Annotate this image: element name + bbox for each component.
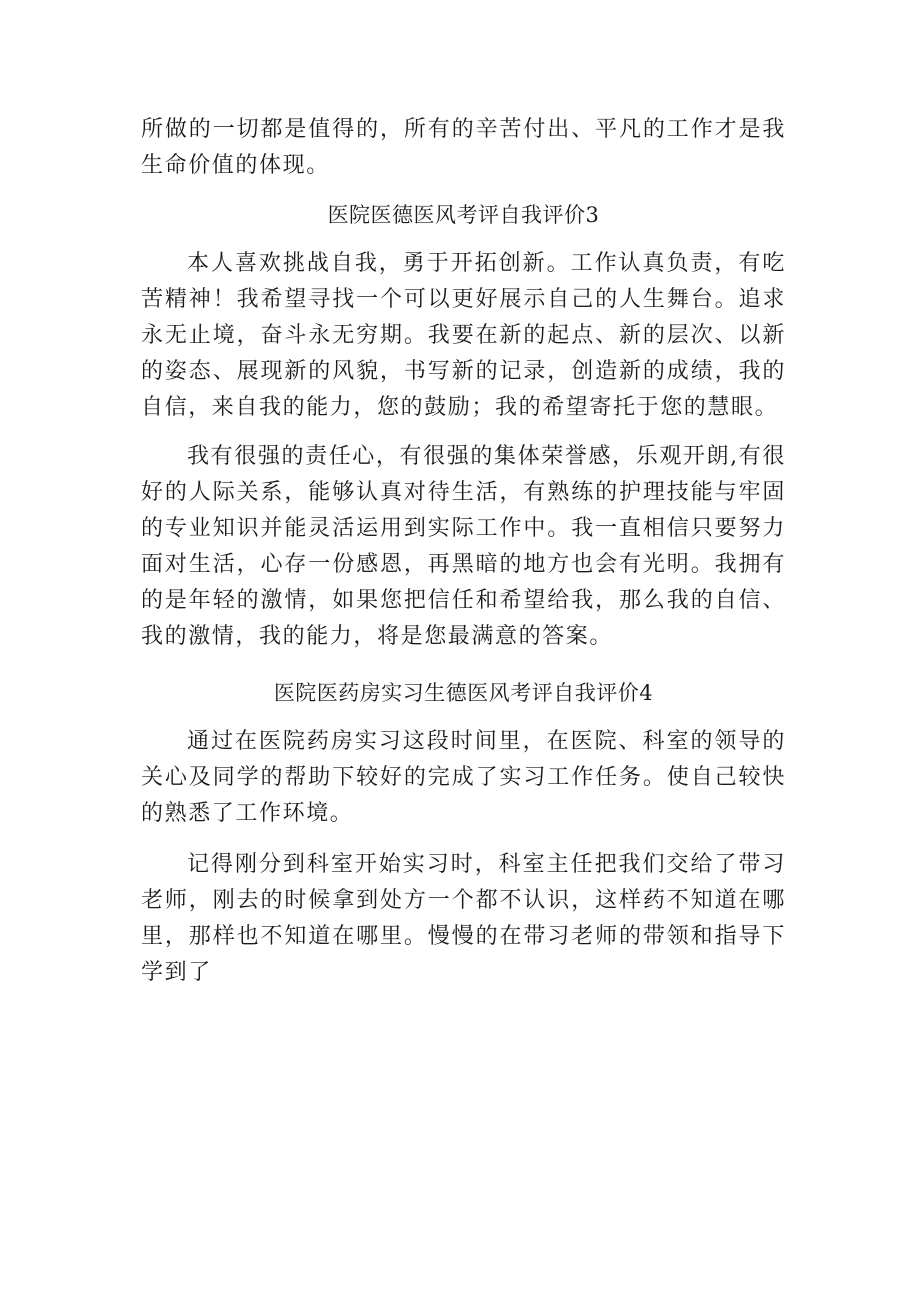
document-page [141, 112, 786, 991]
paragraph-4-2: 记得刚分到科室开始实习时，科室主任把我们交给了带习老师，刚去的时候拿到处方一个都不认识，这样药不知道在哪里，那样也不知道在哪里。慢慢的在带习老师的带领和指导下学到了 [141, 852, 786, 985]
section-heading-4: 医院医药房实习生德医风考评自我评价4 [273, 681, 654, 705]
paragraph-4-1: 通过在医院药房实习这段时间里，在医院、科室的领导的关心及同学的帮助下较好的完成了实习工作任务。使自己较快的熟悉了工作环境。 [141, 729, 786, 826]
paragraph-3-2: 我有很强的责任心，有很强的集体荣誉感，乐观开朗,有很好的人际关系，能够认真对待生活，有熟练的护理技能与牢固的专业知识并能灵活运用到实际工作中。我一直相信只要努力面对生活，心存一份感恩，再黑暗的地方也会有光明。我拥有的是年轻的激情，如果您把信任和希望给我，那么我的自信、我的激情，我的能力，将是您最满意的答案。 [141, 444, 786, 649]
spacer [141, 832, 786, 847]
spacer [141, 426, 786, 439]
section-heading-3: 医院医德医风考评自我评价3 [327, 203, 600, 227]
spacer [141, 233, 786, 246]
spacer [141, 655, 786, 675]
spacer [141, 711, 786, 724]
paragraph-intro: 所做的一切都是值得的，所有的辛苦付出、平凡的工作才是我生命价值的体现。 [141, 117, 786, 178]
spacer [141, 184, 786, 197]
paragraph-3-1: 本人喜欢挑战自我，勇于开拓创新。工作认真负责，有吃苦精神！我希望寻找一个可以更好展示自己的人生舞台。追求永无止境，奋斗永无穷期。我要在新的起点、新的层次、以新的姿态、展现新的风貌，书写新的记录，创造新的成绩，我的自信，来自我的能力，您的鼓励；我的希望寄托于您的慧眼。 [141, 251, 786, 420]
